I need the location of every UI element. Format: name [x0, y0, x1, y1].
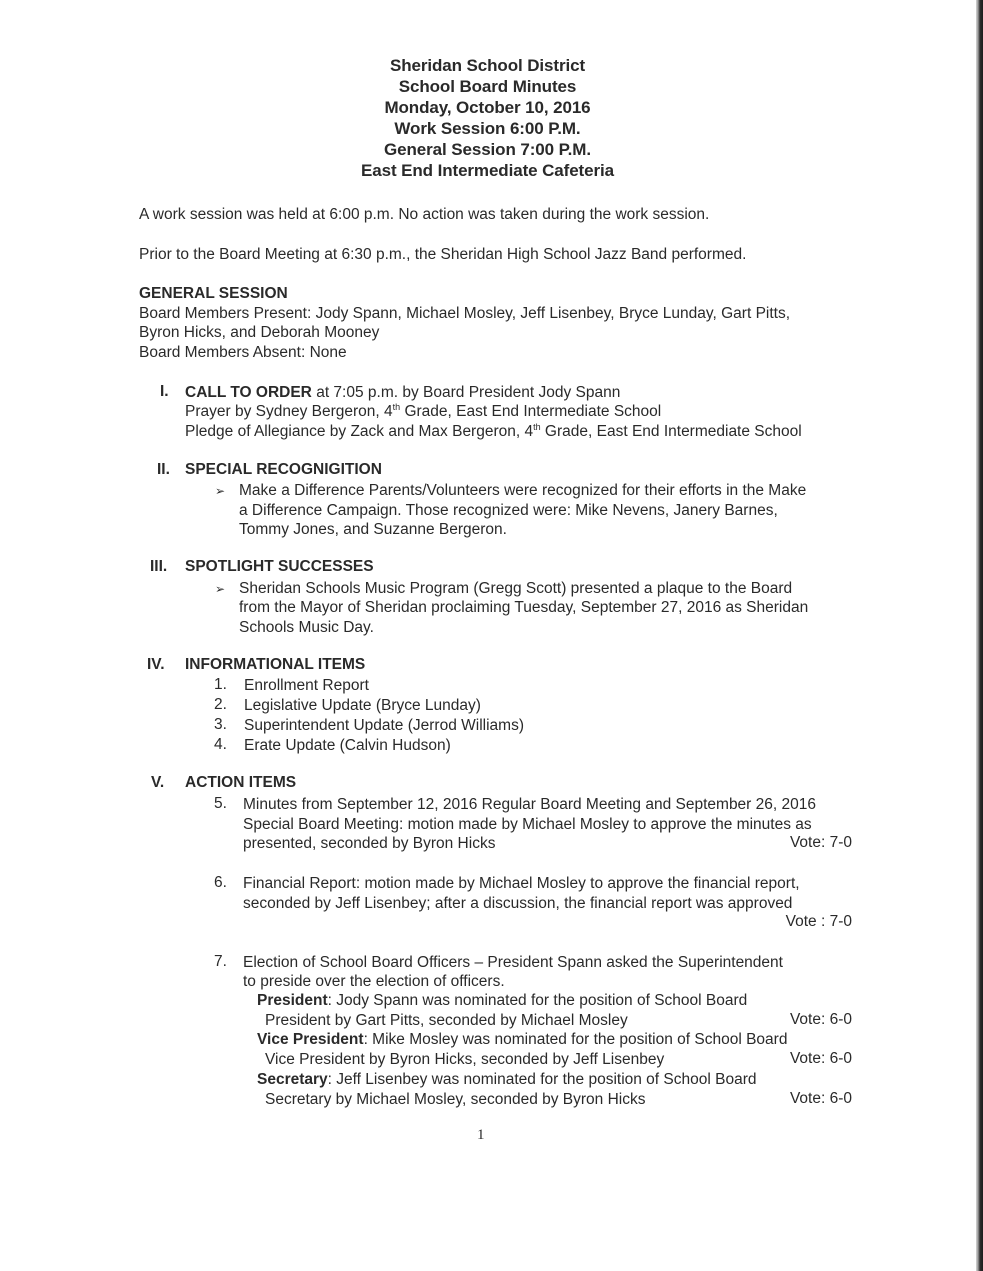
- members-present-line2: Byron Hicks, and Deborah Mooney: [139, 324, 380, 341]
- recognition-line: a Difference Campaign. Those recognized were: Mike Nevens, Janery Barnes,: [239, 502, 778, 519]
- work-session-time: Work Session 6:00 P.M.: [394, 119, 581, 138]
- spotlight-line: from the Mayor of Sheridan proclaiming Tuesday, September 27, 2016 as Sheridan: [239, 599, 809, 616]
- pledge-text: Pledge of Allegiance by Zack and Max Bergeron, 4: [185, 423, 534, 440]
- members-present-line1: Board Members Present: Jody Spann, Michael Mosley, Jeff Lisenbey, Bryce Lunday, Gart Pitts,: [139, 305, 791, 322]
- spotlight-line: Sheridan Schools Music Program (Gregg Scott) presented a plaque to the Board: [239, 580, 793, 597]
- nomination-text: : Mike Mosley was nominated for the position of School Board: [363, 1031, 788, 1048]
- spotlight-line: Schools Music Day.: [239, 619, 374, 636]
- arrow-bullet-icon: ➢: [215, 484, 226, 498]
- vote-result: Vote : 7-0: [785, 913, 852, 930]
- informational-item: Superintendent Update (Jerrod Williams): [244, 717, 524, 734]
- pledge-line: [185, 422, 802, 442]
- vote-result: Vote: 6-0: [789, 1090, 852, 1107]
- document-header: [0, 55, 975, 181]
- arrow-bullet-icon: ➢: [215, 582, 226, 596]
- nomination-text: : Jody Spann was nominated for the position of School Board: [327, 992, 748, 1009]
- section-title: INFORMATIONAL ITEMS: [185, 656, 366, 673]
- item-number: 1.: [214, 676, 227, 693]
- item-number: 4.: [214, 736, 227, 753]
- informational-item: Enrollment Report: [244, 677, 369, 694]
- meeting-location: East End Intermediate Cafeteria: [361, 161, 614, 180]
- action-item-line: Financial Report: motion made by Michael Mosley to approve the financial report,: [243, 875, 800, 892]
- section-title: CALL TO ORDER: [185, 384, 312, 401]
- item-number: 6.: [214, 874, 227, 891]
- nomination-detail: Secretary by Michael Mosley, seconded by Byron Hicks: [265, 1091, 646, 1108]
- prior-note: Prior to the Board Meeting at 6:30 p.m., the Sheridan High School Jazz Band performed.: [139, 246, 747, 263]
- item-number: 5.: [214, 795, 227, 812]
- action-item-line: Special Board Meeting: motion made by Michael Mosley to approve the minutes as: [243, 816, 812, 833]
- district-name: Sheridan School District: [389, 56, 586, 75]
- section-title: ACTION ITEMS: [185, 774, 297, 791]
- officer-nomination: [257, 1070, 756, 1090]
- prayer-text: Prayer by Sydney Bergeron, 4: [185, 403, 393, 420]
- action-item-line: Minutes from September 12, 2016 Regular Board Meeting and September 26, 2016: [243, 796, 816, 813]
- vote-result: Vote: 7-0: [789, 834, 852, 851]
- officer-nomination: [257, 991, 747, 1011]
- officer-label: Secretary: [257, 1071, 328, 1088]
- action-item-line: Election of School Board Officers – President Spann asked the Superintendent: [243, 954, 783, 971]
- section-number: V.: [151, 774, 165, 791]
- work-session-note: A work session was held at 6:00 p.m. No action was taken during the work session.: [139, 206, 710, 223]
- action-item-line: presented, seconded by Byron Hicks: [243, 835, 496, 852]
- prayer-text-rest: Grade, East End Intermediate School: [400, 403, 662, 420]
- pledge-text-rest: Grade, East End Intermediate School: [540, 423, 802, 440]
- action-item-line: seconded by Jeff Lisenbey; after a discussion, the financial report was approved: [243, 895, 793, 912]
- section-title: SPOTLIGHT SUCCESSES: [185, 558, 374, 575]
- scan-edge: [976, 0, 983, 1271]
- officer-label: President: [257, 992, 328, 1009]
- recognition-line: Tommy Jones, and Suzanne Bergeron.: [239, 521, 507, 538]
- action-item-line: to preside over the election of officers.: [243, 973, 505, 990]
- ordinal-suffix: th: [533, 422, 541, 432]
- recognition-line: Make a Difference Parents/Volunteers were recognized for their efforts in the Make: [239, 482, 807, 499]
- vote-result: Vote: 6-0: [789, 1011, 852, 1028]
- nomination-text: : Jeff Lisenbey was nominated for the position of School Board: [327, 1071, 757, 1088]
- nomination-detail: Vice President by Byron Hicks, seconded by Jeff Lisenbey: [265, 1051, 665, 1068]
- section-number: III.: [150, 558, 168, 575]
- officer-nomination: [257, 1030, 787, 1050]
- section-number: IV.: [147, 656, 165, 673]
- section-number: II.: [157, 461, 170, 478]
- document-title: School Board Minutes: [398, 77, 577, 96]
- item-number: 2.: [214, 696, 227, 713]
- section-title: SPECIAL RECOGNIGITION: [185, 461, 382, 478]
- general-session-time: General Session 7:00 P.M.: [384, 140, 591, 159]
- meeting-date: Monday, October 10, 2016: [384, 98, 591, 117]
- officer-label: Vice President: [257, 1031, 364, 1048]
- informational-item: Erate Update (Calvin Hudson): [244, 737, 451, 754]
- general-session-heading: GENERAL SESSION: [139, 285, 288, 302]
- members-absent: Board Members Absent: None: [139, 344, 347, 361]
- nomination-detail: President by Gart Pitts, seconded by Michael Mosley: [265, 1012, 628, 1029]
- prayer-line: [185, 402, 661, 422]
- item-number: 7.: [214, 953, 227, 970]
- informational-item: Legislative Update (Bryce Lunday): [244, 697, 481, 714]
- page-number: 1: [477, 1127, 485, 1143]
- vote-result: Vote: 6-0: [789, 1050, 852, 1067]
- call-to-order-detail: at 7:05 p.m. by Board President Jody Spann: [311, 384, 621, 401]
- item-number: 3.: [214, 716, 227, 733]
- section-number: I.: [160, 383, 169, 400]
- call-to-order: [185, 383, 620, 403]
- ordinal-suffix: th: [392, 402, 401, 412]
